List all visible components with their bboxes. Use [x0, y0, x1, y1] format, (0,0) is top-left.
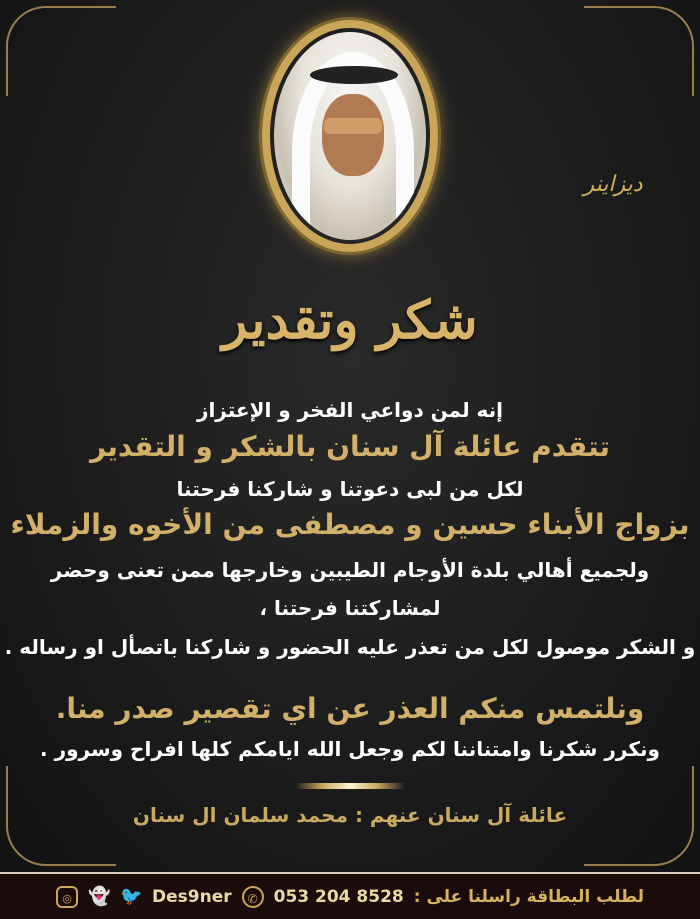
- ornament-corner-icon: [6, 6, 116, 96]
- order-label: لطلب البطاقة راسلنا على :: [413, 886, 644, 907]
- footer-bar: [0, 872, 700, 919]
- phone-number: 053 204 8528: [273, 886, 404, 907]
- instagram-icon[interactable]: ◎: [56, 886, 78, 908]
- text-line: ولجميع أهالي بلدة الأوجام الطيبين وخارجها ممن تعنى وحضر: [50, 558, 650, 582]
- portrait-frame: [262, 20, 438, 252]
- snapchat-icon[interactable]: 👻: [88, 885, 111, 907]
- text-line: لكل من لبى دعوتنا و شاركنا فرحتنا: [176, 477, 524, 501]
- twitter-icon[interactable]: 🐦: [120, 885, 143, 907]
- text-line: و الشكر موصول لكل من تعذر عليه الحضور و شاركنا باتصأل او رساله .: [4, 635, 696, 659]
- ornament-divider-icon: [295, 783, 405, 789]
- text-line: ونكرر شكرنا وامتناننا لكم وجعل الله ايامكم كلها افراح وسرور .: [40, 737, 660, 761]
- signature: عائلة آل سنان عنهم : محمد سلمان ال سنان: [132, 803, 568, 827]
- social-handle: Des9ner: [152, 886, 232, 907]
- portrait-photo: [274, 32, 426, 240]
- text-line-highlight: بزواج الأبناء حسين و مصطفى من الأخوه والزملاء: [10, 508, 690, 541]
- card-title: شكر وتقدير: [222, 290, 478, 351]
- text-line-highlight: تتقدم عائلة آل سنان بالشكر و التقدير: [89, 430, 611, 463]
- designer-logo: ديزاينر: [583, 172, 643, 197]
- text-line: إنه لمن دواعي الفخر و الإعتزاز: [196, 398, 504, 422]
- text-line-highlight: ونلتمس منكم العذر عن اي تقصير صدر منا.: [55, 692, 645, 725]
- whatsapp-icon[interactable]: ✆: [242, 886, 264, 908]
- ornament-corner-icon: [584, 6, 694, 96]
- text-line: لمشاركتنا فرحتنا ،: [259, 596, 441, 620]
